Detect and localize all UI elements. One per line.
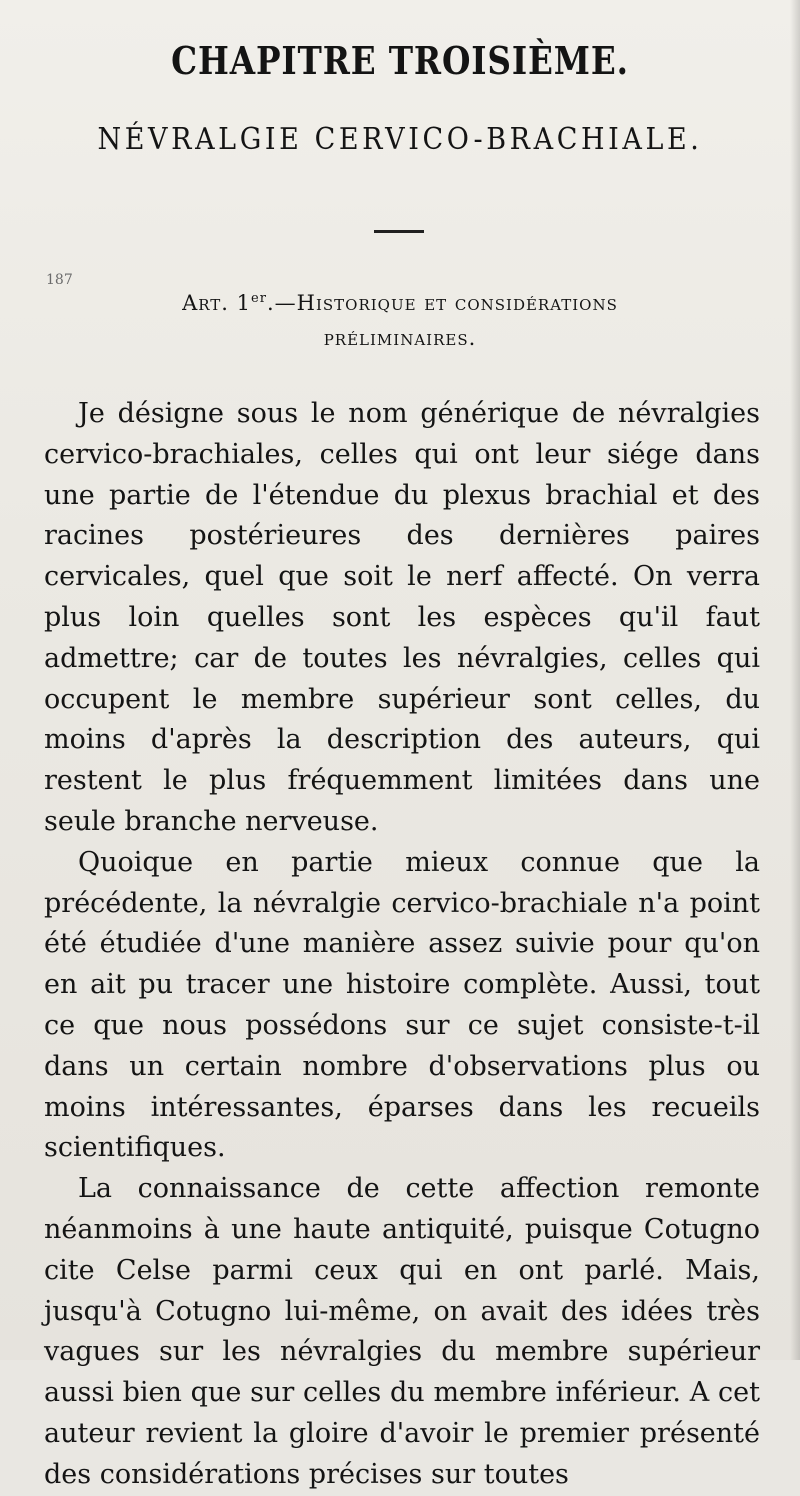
paragraph-3: La connaissance de cette affection remonte néanmoins à une haute antiquité, puisque Cotugno cite Celse parmi ceux qui en ont parlé. Mais, jusqu'à Cotugno lui-même, on avait des idées très vagues sur les névralgies du membre supérieur aussi bien que sur celles du membre inférieur. A cet auteur revient la gloire d'avoir le premier présenté des considérations précises sur toutes bbox=[44, 1173, 760, 1490]
paragraph-1: Je désigne sous le nom générique de névralgies cervico-brachiales, celles qui ont leur siége dans une partie de l'étendue du plexus brachial et des racines postérieures des dernières paires cervicales, quel que soit le nerf affecté. On verra plus loin quelles sont les espèces qu'il faut admettre; car de toutes les névralgies, celles qui occupent le membre supérieur sont celles, du moins d'après la description des auteurs, qui restent le plus fréquemment limitées dans une seule branche nerveuse. bbox=[44, 398, 760, 837]
article-heading bbox=[0, 286, 800, 355]
section-title: NÉVRALGIE CERVICO-BRACHIALE. bbox=[97, 122, 703, 157]
article-label-superscript: er bbox=[251, 291, 267, 306]
page-binding-shadow bbox=[790, 0, 800, 1360]
page-number-mark: 187 bbox=[46, 272, 73, 288]
article-label: Art. 1 bbox=[182, 291, 252, 315]
body-text bbox=[44, 394, 760, 1496]
article-heading-line-1 bbox=[0, 286, 800, 321]
article-title-part-1: .—Historique et considérations bbox=[266, 291, 618, 315]
chapter-title: CHAPITRE TROISIÈME. bbox=[171, 38, 629, 83]
paragraph-2: Quoique en partie mieux connue que la précédente, la névralgie cervico-brachiale n'a point été étudiée d'une manière assez suivie pour qu'on en ait pu tracer une histoire complète. Aussi, tout ce que nous possédons sur ce sujet consiste-t-il dans un certain nombre d'observations plus ou moins intéressantes, éparses dans les recueils scientifiques. bbox=[44, 846, 760, 1164]
title-divider bbox=[374, 230, 424, 233]
article-title-part-2: préliminaires. bbox=[323, 325, 477, 350]
